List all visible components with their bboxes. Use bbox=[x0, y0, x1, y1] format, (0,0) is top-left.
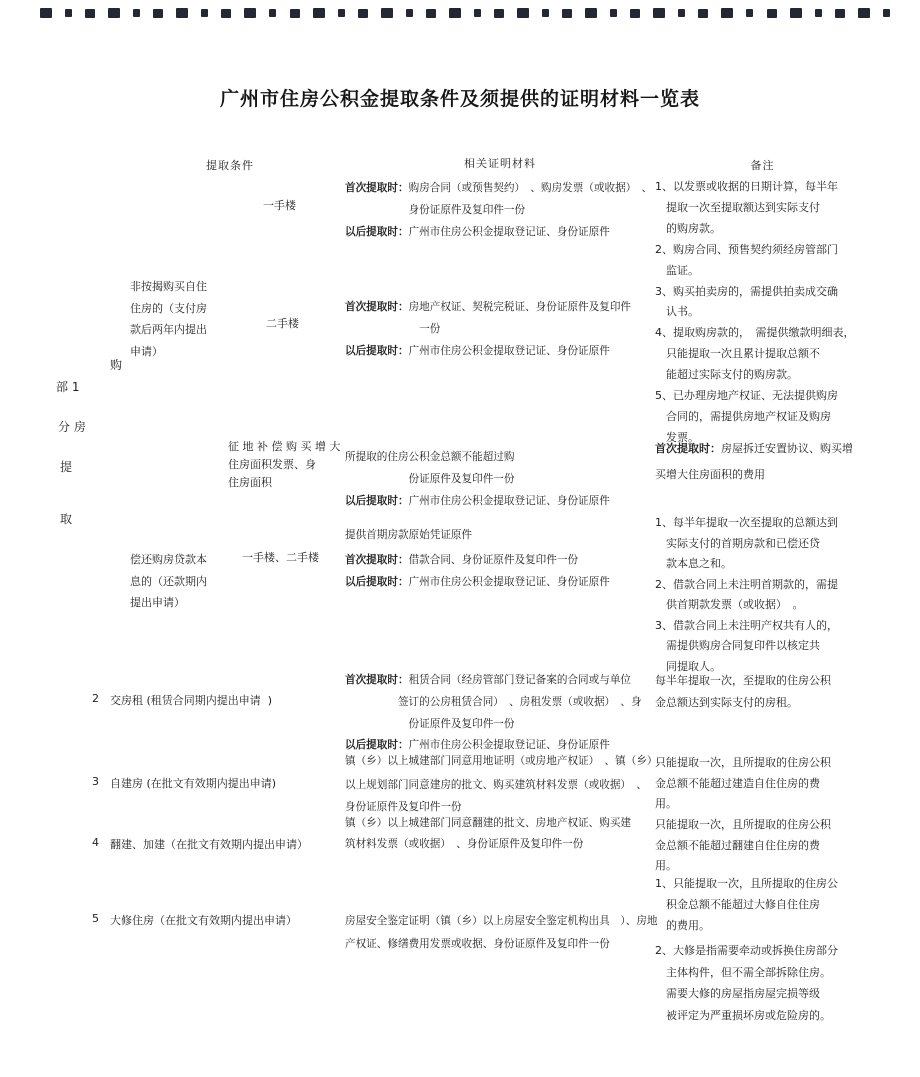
text-line: 2、大修是指需要牵动或拆换住房部分 bbox=[655, 944, 838, 957]
vertical-label-char: 购 bbox=[110, 358, 123, 372]
text-line: 积金总额不能超过大修自住住房 bbox=[655, 898, 820, 911]
text-line: 以上规划部门同意建房的批文、购买建筑材料发票（或收据） 、 bbox=[345, 779, 647, 791]
text-line: 款后两年内提出 bbox=[130, 323, 207, 336]
text-line: 发票。 bbox=[655, 430, 699, 444]
top-mark-icon bbox=[40, 8, 52, 18]
text-line: 供首期款发票（或收据） 。 bbox=[655, 598, 804, 611]
row-number-self-build: 3 bbox=[92, 775, 99, 788]
vertical-label-char: 取 bbox=[60, 512, 73, 526]
top-mark-icon bbox=[746, 9, 753, 17]
text-line: 以后提取时：广州市住房公积金提取登记证、身份证原件 bbox=[345, 576, 610, 588]
top-mark-icon bbox=[678, 9, 685, 17]
text-line: 一份 bbox=[345, 323, 441, 335]
materials-rent bbox=[345, 670, 642, 757]
materials-second-hand bbox=[345, 296, 631, 362]
text-line: 1、只能提取一次，且所提取的住房公 bbox=[655, 877, 838, 890]
row-number-rebuild: 4 bbox=[92, 836, 99, 849]
notes-purchase bbox=[655, 177, 855, 449]
vertical-label-char: 部 1 bbox=[56, 380, 80, 394]
column-header-materials: 相关证明材料 bbox=[464, 157, 536, 170]
condition-self-build: 自建房 (在批文有效期内提出申请) bbox=[110, 777, 277, 790]
column-header-condition: 提取条件 bbox=[206, 159, 254, 172]
top-mark-icon bbox=[610, 9, 617, 17]
text-line: 只能提取一次，且所提取的住房公积 bbox=[655, 756, 831, 769]
top-mark-icon bbox=[269, 9, 276, 17]
top-mark-icon bbox=[790, 8, 802, 18]
top-mark-icon bbox=[381, 8, 393, 18]
text-line: 住房面积 bbox=[228, 476, 272, 489]
top-mark-icon bbox=[338, 9, 345, 17]
materials-rebuild: 筑材料发票（或收据） 、身份证原件及复印件一份 bbox=[345, 838, 584, 850]
text-line: 住房面积发票、身 bbox=[228, 458, 316, 471]
text-line: 息的（还款期内 bbox=[130, 574, 207, 588]
text-line: 3、购买拍卖房的，需提供拍卖成交确 bbox=[655, 284, 838, 298]
top-mark-icon bbox=[133, 9, 140, 17]
top-mark-icon bbox=[653, 8, 665, 18]
notes-loan bbox=[655, 513, 838, 677]
text-line: 只能提取一次且累计提取总额不 bbox=[655, 347, 820, 361]
text-line: 1、以发票或收据的日期计算，每半年 bbox=[655, 180, 838, 193]
top-mark-icon bbox=[698, 9, 708, 18]
text-line: 住房的（支付房 bbox=[130, 301, 207, 315]
top-mark-icon bbox=[767, 9, 777, 18]
condition-rebuild: 翻建、加建（在批文有效期内提出申请） bbox=[110, 838, 308, 851]
text-line: 提取一次至提取额达到实际支付 bbox=[655, 200, 820, 214]
text-line: 只能提取一次，且所提取的住房公积 bbox=[655, 818, 831, 831]
text-line: 被评定为严重损坏房或危险房的。 bbox=[655, 1008, 831, 1022]
top-mark-icon bbox=[313, 8, 325, 18]
top-icon-strip bbox=[40, 6, 890, 20]
text-line: 的购房款。 bbox=[655, 221, 721, 235]
condition-repair: 大修住房（在批文有效期内提出申请） bbox=[110, 914, 297, 927]
top-mark-icon bbox=[883, 9, 890, 17]
materials-loan-preline: 提供首期房款原始凭证原件 bbox=[345, 529, 473, 541]
text-line: 用。 bbox=[655, 797, 677, 810]
top-mark-icon bbox=[108, 8, 120, 18]
text-line: 首次提取时：购房合同（或预售契约） 、购房发票（或收据） 、 bbox=[345, 182, 653, 194]
page-title: 广州市住房公积金提取条件及须提供的证明材料一览表 bbox=[219, 88, 700, 110]
condition-non-mortgage-purchase bbox=[130, 276, 207, 362]
text-line: 2、借款合同上未注明首期款的，需提 bbox=[655, 577, 838, 591]
column-header-notes: 备注 bbox=[750, 159, 775, 172]
materials-land bbox=[345, 446, 610, 512]
top-mark-icon bbox=[562, 9, 572, 18]
text-line: 偿还购房贷款本 bbox=[130, 553, 207, 566]
text-line: 同提取人。 bbox=[655, 659, 721, 673]
top-mark-icon bbox=[153, 9, 163, 18]
top-mark-icon bbox=[542, 9, 549, 17]
top-mark-icon bbox=[449, 8, 461, 18]
materials-self-build-preline: 镇（乡）以上城建部门同意用地证明（或房地产权证） 、镇（乡） bbox=[345, 755, 658, 767]
text-line: 非按揭购买自住 bbox=[130, 280, 207, 293]
notes-land bbox=[655, 436, 853, 488]
notes-repair-part2 bbox=[655, 940, 838, 1026]
materials-repair bbox=[345, 910, 658, 955]
text-line: 签订的公房租赁合同） 、房租发票（或收据） 、身 bbox=[345, 695, 642, 708]
text-line: 首次提取时：房屋拆迁安置协议、购买增 bbox=[655, 442, 853, 455]
text-line: 份证原件及复印件一份 bbox=[345, 473, 515, 485]
text-line: 征 地 补 偿 购 买 增 大 bbox=[228, 440, 341, 453]
condition-loan-repayment bbox=[130, 549, 207, 614]
text-line: 以后提取时：广州市住房公积金提取登记证、身份证原件 bbox=[345, 495, 610, 507]
top-mark-icon bbox=[517, 8, 529, 18]
text-line: 主体构件，但不需全部拆除住房。 bbox=[655, 965, 831, 979]
notes-self-build bbox=[655, 753, 831, 815]
text-line: 款本息之和。 bbox=[655, 557, 732, 570]
top-mark-icon bbox=[474, 9, 481, 17]
text-line: 首次提取时：房地产权证、契税完税证、身份证原件及复印件 bbox=[345, 301, 632, 313]
row-number-repair: 5 bbox=[92, 912, 99, 925]
vertical-label-char: 分 房 bbox=[58, 420, 86, 434]
text-line: 身份证原件及复印件一份 bbox=[345, 204, 526, 216]
top-mark-icon bbox=[494, 9, 504, 18]
text-line: 每半年提取一次，至提取的住房公积 bbox=[655, 674, 831, 687]
text-line: 3、借款合同上未注明产权共有人的， bbox=[655, 618, 838, 632]
sub-label-second-hand: 二手楼 bbox=[266, 317, 299, 330]
text-line: 5、已办理房地产权证、无法提供购房 bbox=[655, 389, 838, 403]
text-line: 首次提取时：租赁合同（经房管部门登记备案的合同或与单位 bbox=[345, 674, 632, 686]
text-line: 以后提取时：广州市住房公积金提取登记证、身份证原件 bbox=[345, 345, 610, 357]
top-mark-icon bbox=[858, 8, 870, 18]
top-mark-icon bbox=[65, 9, 72, 17]
materials-self-build bbox=[345, 775, 647, 818]
text-line: 身份证原件及复印件一份 bbox=[345, 800, 462, 813]
text-line: 监证。 bbox=[655, 263, 699, 277]
vertical-label-char: 提 bbox=[60, 460, 73, 474]
row-number-rent: 2 bbox=[92, 692, 99, 705]
text-line: 能超过实际支付的购房款。 bbox=[655, 368, 798, 382]
text-line: 4、提取购房款的， 需提供缴款明细表， bbox=[655, 326, 855, 340]
text-line: 所提取的住房公积金总额不能超过购 bbox=[345, 451, 515, 463]
notes-rebuild bbox=[655, 815, 831, 877]
top-mark-icon bbox=[176, 8, 188, 18]
top-mark-icon bbox=[406, 9, 413, 17]
text-line: 需要大修的房屋指房屋完损等级 bbox=[655, 987, 820, 1000]
condition-land-compensation bbox=[228, 438, 340, 492]
text-line: 提出申请） bbox=[130, 596, 185, 609]
top-mark-icon bbox=[358, 9, 368, 18]
text-line: 以后提取时：广州市住房公积金提取登记证、身份证原件 bbox=[345, 739, 610, 752]
top-mark-icon bbox=[721, 8, 733, 18]
notes-rent bbox=[655, 670, 831, 714]
top-mark-icon bbox=[835, 9, 845, 18]
sub-label-first-hand: 一手楼 bbox=[263, 199, 296, 212]
notes-repair-part1 bbox=[655, 873, 838, 936]
text-line: 2、购房合同、预售契约须经房管部门 bbox=[655, 242, 838, 256]
text-line: 金总额不能超过翻建自住住房的费 bbox=[655, 838, 820, 852]
text-line: 房屋安全鉴定证明（镇（乡）以上房屋安全鉴定机构出具 ）、房地 bbox=[345, 915, 658, 927]
text-line: 以后提取时：广州市住房公积金提取登记证、身份证原件 bbox=[345, 226, 610, 238]
text-line: 产权证、修缮费用发票或收据、身份证原件及复印件一份 bbox=[345, 937, 610, 950]
top-mark-icon bbox=[201, 9, 208, 17]
text-line: 的费用。 bbox=[655, 919, 710, 932]
top-mark-icon bbox=[85, 9, 95, 18]
top-mark-icon bbox=[630, 9, 640, 18]
top-mark-icon bbox=[815, 9, 822, 17]
text-line: 实际支付的首期房款和已偿还贷 bbox=[655, 536, 820, 550]
text-line: 合同的，需提供房地产权证及购房 bbox=[655, 409, 831, 423]
top-mark-icon bbox=[426, 9, 436, 18]
text-line: 金总额不能超过建造自住住房的费 bbox=[655, 776, 820, 790]
top-mark-icon bbox=[585, 8, 597, 18]
text-line: 份证原件及复印件一份 bbox=[345, 717, 515, 730]
text-line: 用。 bbox=[655, 859, 677, 872]
text-line: 需提供购房合同复印件以核定共 bbox=[655, 639, 820, 652]
sub-label-both-hands: 一手楼、二手楼 bbox=[242, 551, 319, 564]
materials-rebuild-preline: 镇（乡）以上城建部门同意翻建的批文、房地产权证、购买建 bbox=[345, 817, 632, 829]
text-line: 申请） bbox=[130, 344, 163, 358]
materials-loan bbox=[345, 549, 610, 593]
top-mark-icon bbox=[221, 9, 231, 18]
top-mark-icon bbox=[290, 9, 300, 18]
text-line: 买增大住房面积的费用 bbox=[655, 468, 765, 481]
top-mark-icon bbox=[244, 8, 256, 18]
text-line: 金总额达到实际支付的房租。 bbox=[655, 696, 798, 709]
materials-first-hand bbox=[345, 177, 652, 243]
text-line: 1、每半年提取一次至提取的总额达到 bbox=[655, 516, 838, 529]
condition-rent: 交房租 (租赁合同期内提出申请 ) bbox=[110, 694, 273, 707]
text-line: 认书。 bbox=[655, 305, 699, 319]
text-line: 首次提取时：借款合同、身份证原件及复印件一份 bbox=[345, 554, 579, 566]
